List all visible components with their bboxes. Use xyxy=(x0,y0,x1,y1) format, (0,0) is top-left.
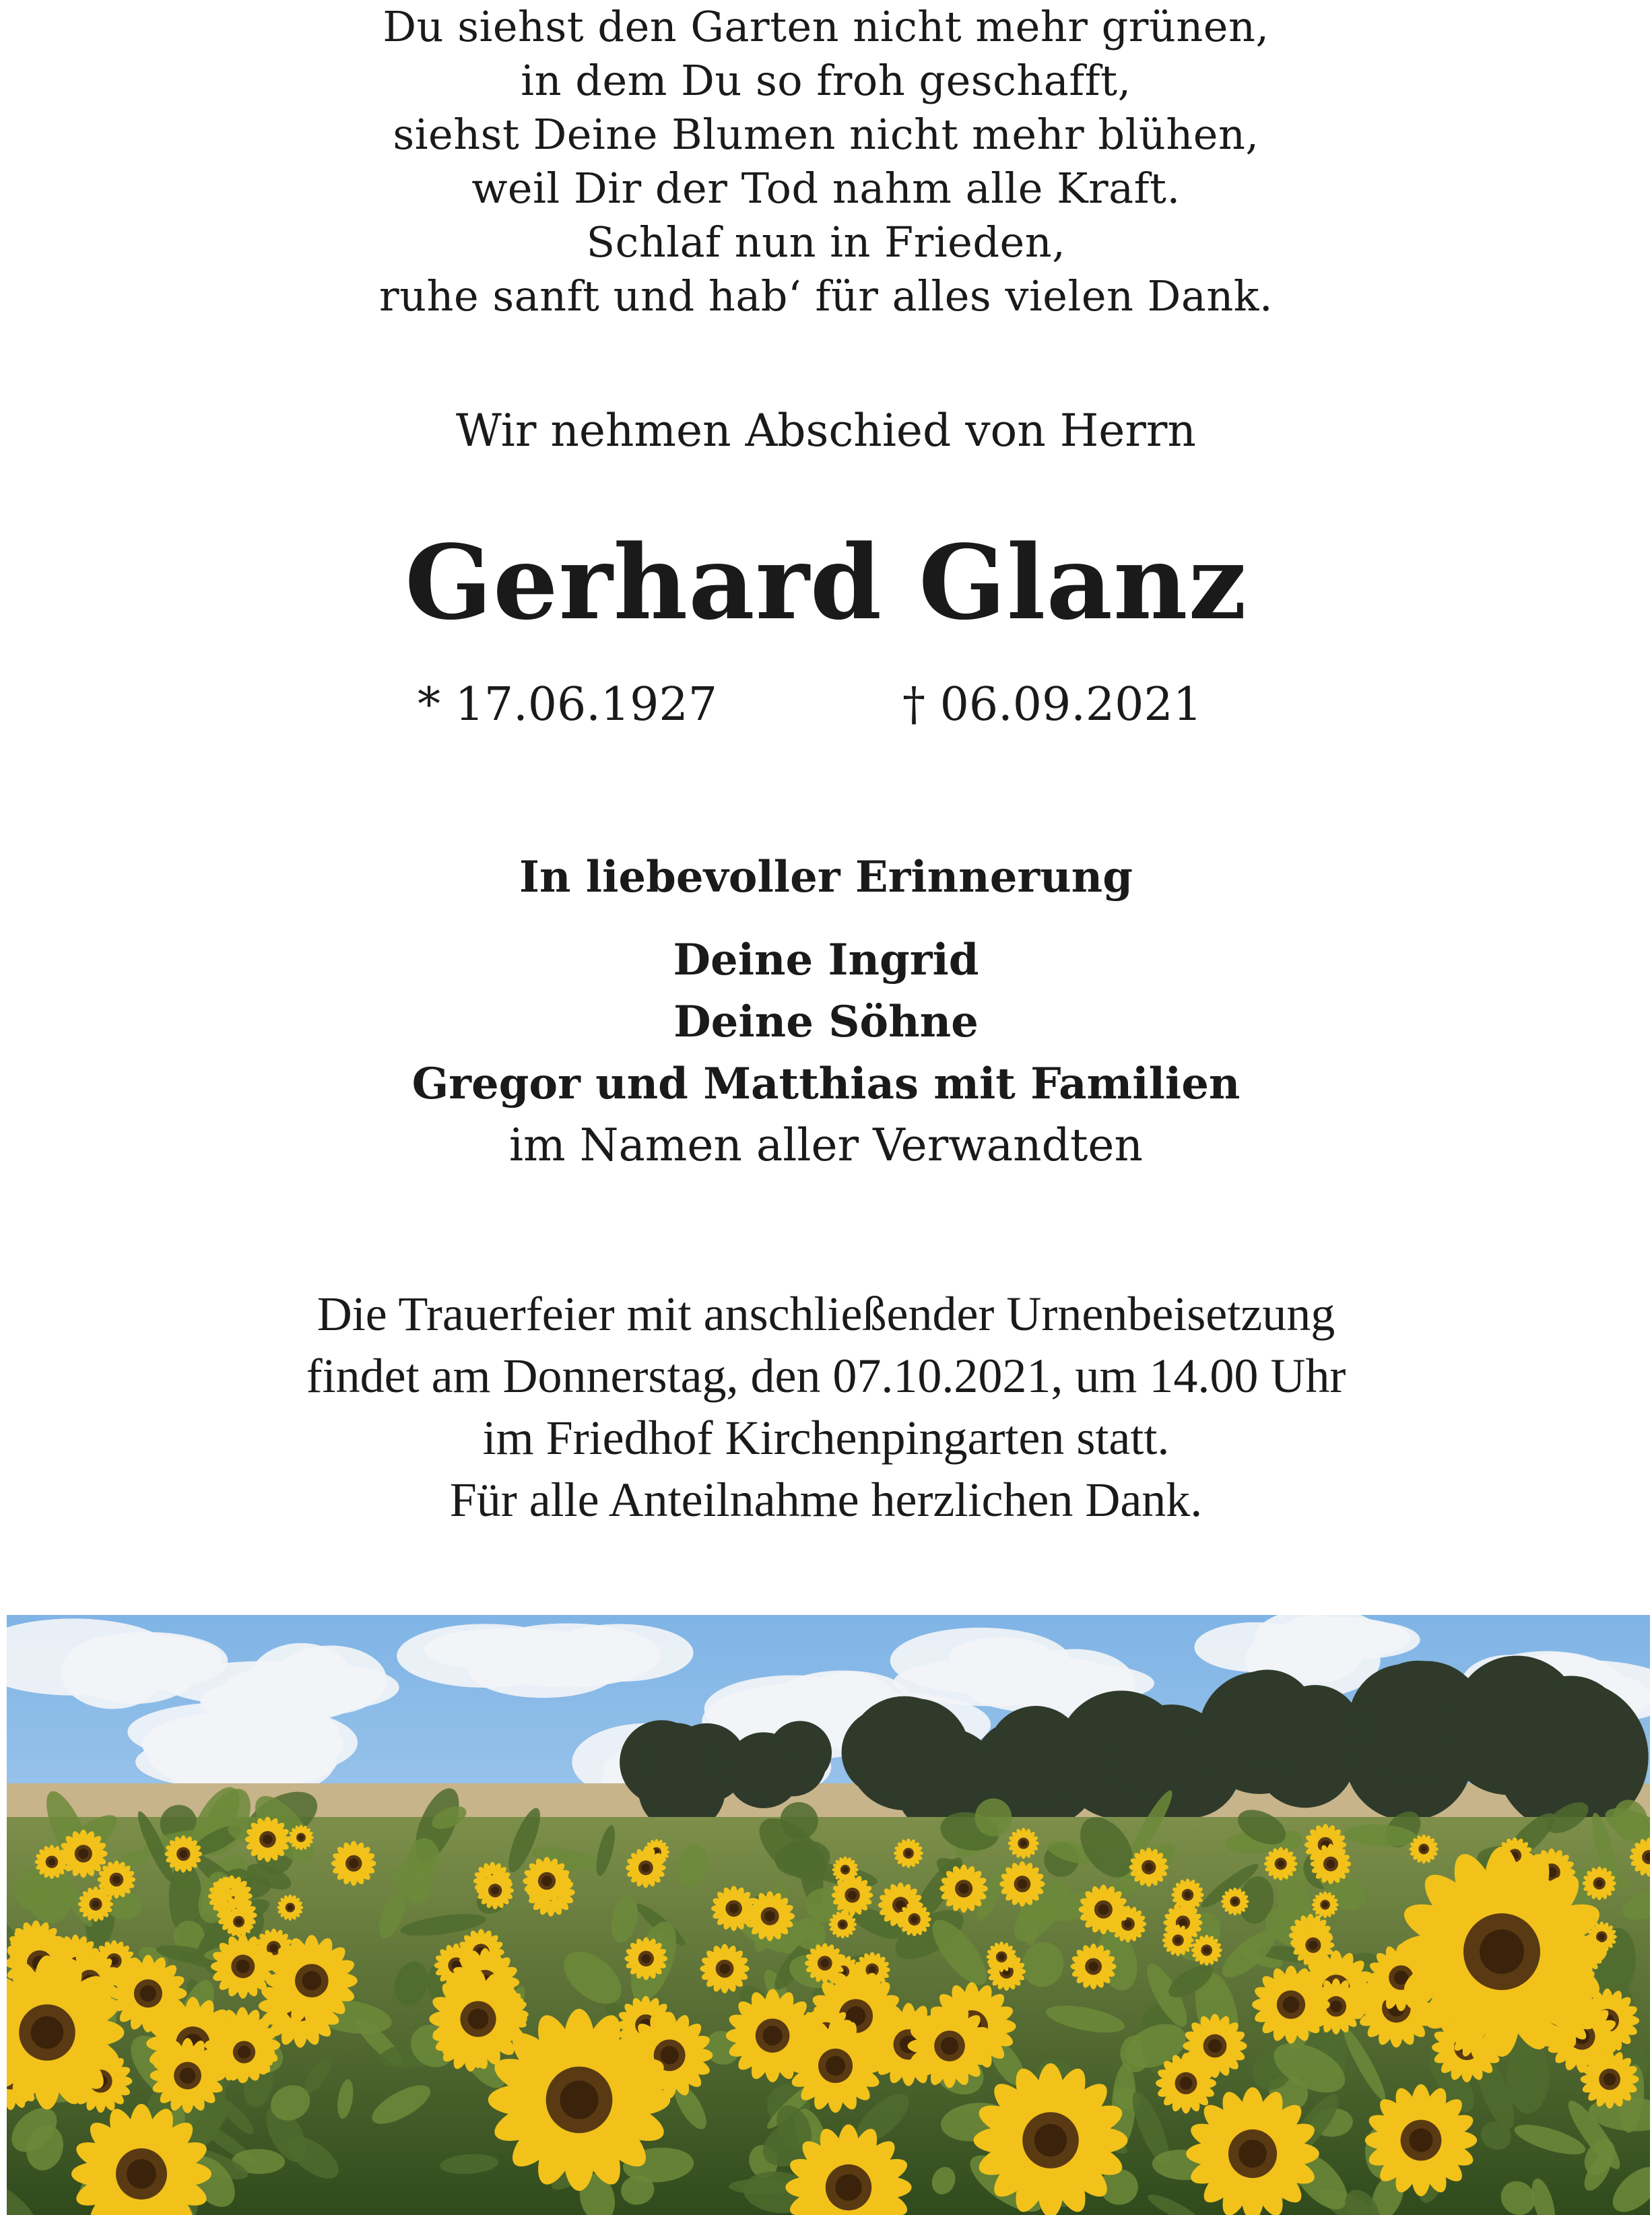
sunflower xyxy=(266,1935,358,2026)
sunflower xyxy=(1156,2053,1216,2113)
sunflower-field-photo xyxy=(7,1615,1650,2215)
sunflower xyxy=(1365,2084,1477,2196)
poem-line: ruhe sanft und hab‘ für alles vielen Dank. xyxy=(378,271,1274,321)
sunflower xyxy=(213,2022,275,2083)
poem xyxy=(0,0,1652,323)
sunflower xyxy=(1312,1891,1339,1918)
sunflower xyxy=(745,1891,795,1941)
sunflower xyxy=(789,2019,883,2113)
poem-line: in dem Du so froh geschafft, xyxy=(521,56,1131,105)
ceremony-line: findet am Donnerstag, den 07.10.2021, um 14.00 Uhr xyxy=(306,1349,1346,1403)
sunflower xyxy=(1008,1828,1039,1859)
sunflower xyxy=(429,1970,527,2068)
sunflower xyxy=(98,1861,136,1899)
sunflower xyxy=(164,1835,202,1873)
sunflower xyxy=(331,1841,376,1886)
sunflower xyxy=(1171,1878,1203,1911)
sunflower xyxy=(908,2004,992,2088)
sunflower xyxy=(700,1944,750,1994)
ceremony-notice xyxy=(0,1283,1652,1531)
relatives-note: im Namen aller Verwandten xyxy=(509,1119,1143,1171)
sunflower xyxy=(523,1857,571,1905)
sunflower xyxy=(59,1830,108,1878)
sunflower xyxy=(986,1942,1016,1972)
sunflower xyxy=(1191,1935,1222,1966)
sunflower xyxy=(109,1954,187,2032)
sunflower xyxy=(1162,1925,1194,1956)
sunflower xyxy=(1252,1966,1330,2044)
sunflower xyxy=(1221,1888,1249,1916)
sunflower xyxy=(1078,1884,1128,1934)
sunflower xyxy=(223,1906,255,1938)
ceremony-line: Für alle Anteilnahme herzlichen Dank. xyxy=(449,1473,1203,1527)
sunflower xyxy=(624,1937,667,1980)
mourners-list xyxy=(0,929,1652,1115)
sunflower xyxy=(277,1894,303,1921)
poem-line: Schlaf nun in Frieden, xyxy=(586,218,1066,267)
sunflower xyxy=(832,1874,873,1916)
sunflower xyxy=(476,1872,514,1909)
sunflower xyxy=(1264,1847,1298,1881)
memory-heading: In liebevoller Erinnerung xyxy=(519,852,1133,902)
sunflower xyxy=(245,1816,290,1861)
birth-date: * 17.06.1927 xyxy=(418,678,717,731)
sunflower xyxy=(939,1865,988,1913)
farewell-intro: Wir nehmen Abschied von Herrn xyxy=(456,405,1196,457)
mourner: Deine Söhne xyxy=(673,997,979,1047)
sunflower xyxy=(211,1934,275,1999)
sunflower-field-image xyxy=(7,1615,1650,2215)
ceremony-line: Die Trauerfeier mit anschließender Urnenbeisetzung xyxy=(317,1287,1335,1341)
sunflower xyxy=(1409,1834,1438,1863)
sunflower xyxy=(1583,1866,1616,1900)
leaf xyxy=(729,2179,795,2194)
sunflower xyxy=(999,1861,1045,1907)
sunflower xyxy=(1311,1844,1351,1884)
poem-line: Du siehst den Garten nicht mehr grünen, xyxy=(383,2,1269,51)
ceremony-line: im Friedhof Kirchenpingarten statt. xyxy=(482,1411,1170,1465)
sunflower xyxy=(898,1903,931,1936)
sunflower xyxy=(1397,1847,1607,2057)
sunflower xyxy=(288,1825,314,1851)
sunflower xyxy=(1129,1847,1168,1886)
sunflower xyxy=(894,1839,923,1868)
sunflower xyxy=(1071,1944,1117,1989)
sunflower xyxy=(1186,2087,1319,2215)
death-date: † 06.09.2021 xyxy=(902,678,1202,731)
sunflower xyxy=(626,1848,666,1888)
poem-line: siehst Deine Blumen nicht mehr blühen, xyxy=(393,110,1259,159)
mourner: Deine Ingrid xyxy=(673,935,979,985)
sunflower xyxy=(974,2063,1128,2215)
deceased-name: Gerhard Glanz xyxy=(405,522,1247,642)
mourner: Gregor und Matthias mit Familien xyxy=(411,1059,1241,1109)
poem-line: weil Dir der Tod nahm alle Kraft. xyxy=(471,164,1181,213)
